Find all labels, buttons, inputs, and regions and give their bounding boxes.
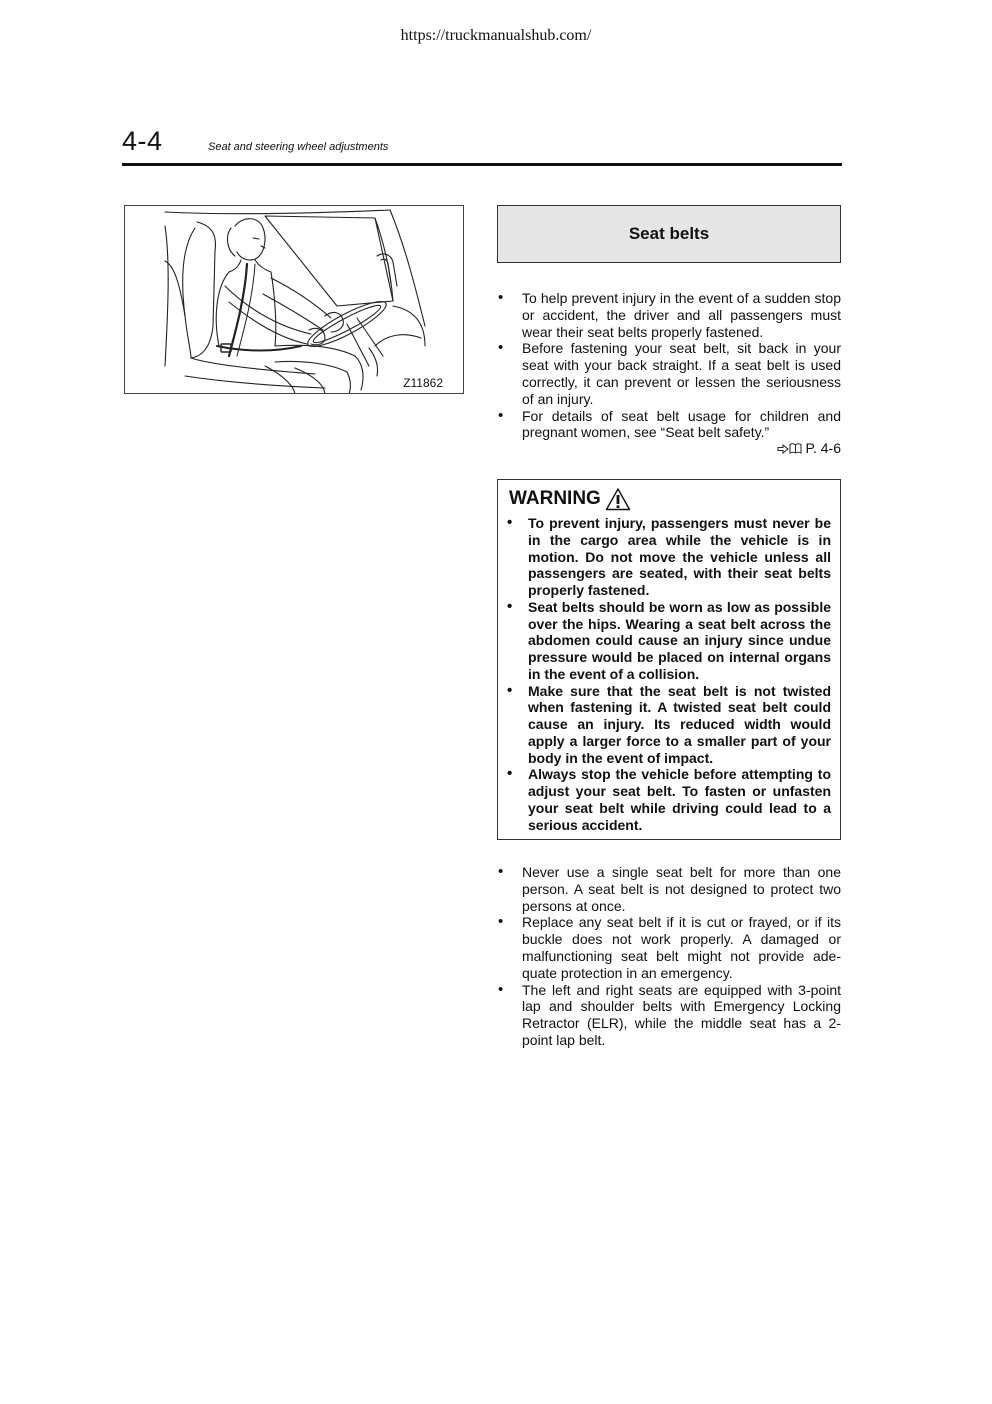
source-url[interactable]: https://truckmanualshub.com/ bbox=[400, 27, 592, 44]
warning-box bbox=[497, 479, 841, 840]
seat-belt-illustration bbox=[124, 205, 464, 394]
list-item: • To prevent injury, passengers must never be in the cargo area while the vehicle is in motion. Do not move the vehicle unless all passengers are seated, with their seat belts properly fastened. bbox=[507, 515, 831, 599]
list-item: • The left and right seats are equipped with 3-point lap and shoulder belts with Emergency Locking Retractor (ELR), while the middle seat has a 2-point lap belt. bbox=[497, 982, 841, 1049]
seat-belts-title: Seat belts bbox=[628, 224, 710, 243]
warning-heading-text: WARNING bbox=[509, 488, 601, 509]
list-item: • Before fastening your seat belt, sit back in your seat with your back straight. If a seat belt is used correctly, it can prevent or lessen the seriousness of an injury. bbox=[497, 340, 841, 407]
page-number: 4-4 bbox=[122, 126, 163, 156]
list-item: • Never use a single seat belt for more than one person. A seat belt is not designed to protect two persons at once. bbox=[497, 864, 841, 914]
arrow-right-icon bbox=[777, 444, 789, 454]
list-item: • Seat belts should be worn as low as possible over the hips. Wearing a seat belt across the abdomen could cause an injury since undue pressure would be placed on internal organs in the event of a collision. bbox=[507, 599, 831, 683]
list-item: • Always stop the vehicle before attempting to adjust your seat belt. To fasten or unfasten your seat belt while driving could lead to a serious accident. bbox=[507, 766, 831, 833]
list-item: • Make sure that the seat belt is not twisted when fastening it. A twisted seat belt could cause an injury. Its reduced width would apply a larger force to a smaller part of your body in the event of impact. bbox=[507, 683, 831, 767]
intro-bullet-list bbox=[497, 290, 841, 441]
page-reference-text: P. 4-6 bbox=[805, 440, 841, 456]
header-rule bbox=[122, 163, 842, 166]
additional-bullet-list bbox=[497, 864, 841, 1049]
list-item: • To help prevent injury in the event of a sudden stop or accident, the driver and all passengers must wear their seat belts properly fastened. bbox=[497, 290, 841, 340]
warning-heading bbox=[509, 487, 631, 511]
seat-belts-heading-box bbox=[497, 205, 841, 263]
list-item: • Replace any seat belt if it is cut or frayed, or if its buckle does not work properly. A damaged or malfunctioning seat belt might not provide adequate protection in an emergency. bbox=[497, 914, 841, 981]
book-icon bbox=[789, 443, 802, 454]
figure-code: Z11862 bbox=[403, 376, 443, 390]
warning-triangle-icon bbox=[605, 487, 631, 511]
warning-bullet-list bbox=[507, 515, 831, 833]
page-reference[interactable] bbox=[497, 440, 841, 456]
driver-illustration-icon bbox=[125, 206, 464, 394]
section-title: Seat and steering wheel adjustments bbox=[208, 141, 389, 153]
list-item: • For details of seat belt usage for children and pregnant women, see “Seat belt safety.” bbox=[497, 408, 841, 442]
